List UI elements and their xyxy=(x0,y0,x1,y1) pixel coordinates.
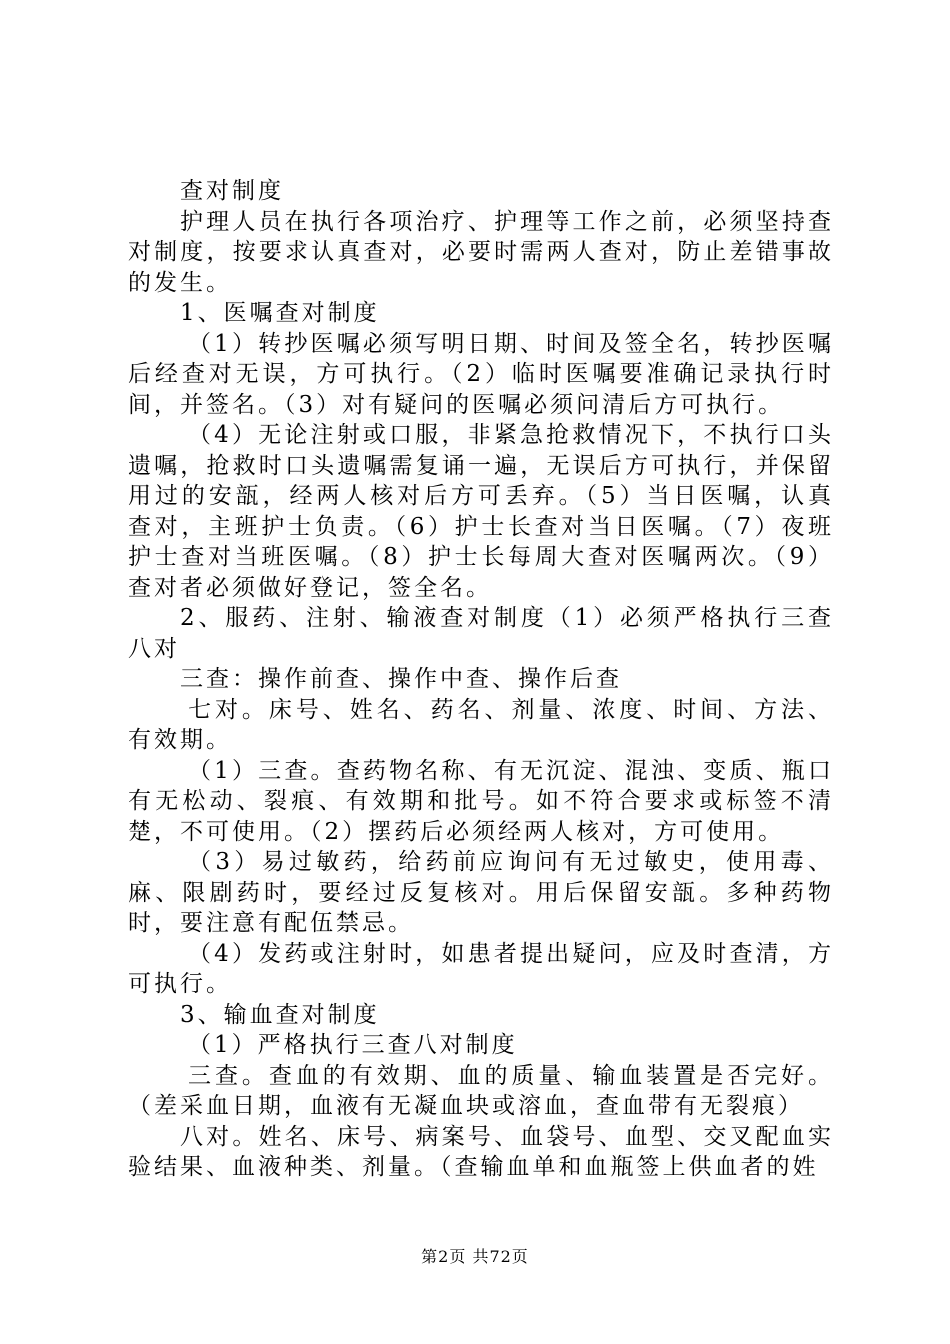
paragraph: 八对。姓名、床号、病案号、血袋号、血型、交叉配血实验结果、血液种类、剂量。（查输血单和血瓶签上供血者的姓 xyxy=(128,1123,834,1180)
paragraph: （1）严格执行三查八对制度 xyxy=(188,1032,518,1058)
paragraph: （4）无论注射或口服，非紧急抢救情况下，不执行口头遗嘱，抢救时口头遗嘱需复诵一遍，无误后方可执行，并保留用过的安瓿，经两人核对后方可丢弃。（5）当日医嘱，认真查对，主班护士负责。（6）护士长查对当日医嘱。（7）夜班护士查对当班医嘱。（8）护士长每周大查对医嘱两次。（9）查对者必须做好登记，签全名。 xyxy=(128,422,834,601)
paragraph: 护理人员在执行各项治疗、护理等工作之前，必须坚持查对制度，按要求认真查对，必要时需两人查对，防止差错事故的发生。 xyxy=(128,208,834,296)
section-heading: 3、输血查对制度 xyxy=(180,1001,380,1028)
paragraph: （1）三查。查药物名称、有无沉淀、混浊、变质、瓶口有无松动、裂痕、有效期和批号。如不符合要求或标签不清楚，不可使用。（2）摆药后必须经两人核对，方可使用。 xyxy=(128,757,834,845)
paragraph: 三查。查血的有效期、血的质量、输血装置是否完好。（差采血日期，血液有无凝血块或溶血，查血带有无裂痕） xyxy=(128,1062,834,1119)
section-heading: 2、服药、注射、输液查对制度（1）必须严格执行三查八对 xyxy=(128,605,834,662)
paragraph: （1）转抄医嘱必须写明日期、时间及签全名，转抄医嘱后经查对无误，方可执行。（2）临时医嘱要准确记录执行时间，并签名。（3）对有疑问的医嘱必须问清后方可执行。 xyxy=(128,330,834,418)
document-body xyxy=(128,176,834,1183)
paragraph: （4）发药或注射时，如患者提出疑问，应及时查清，方可执行。 xyxy=(128,940,834,997)
paragraph: 七对。床号、姓名、药名、剂量、浓度、时间、方法、有效期。 xyxy=(128,696,834,753)
paragraph: （3）易过敏药，给药前应询问有无过敏史，使用毒、麻、限剧药时，要经过反复核对。用后保留安瓿。多种药物时，要注意有配伍禁忌。 xyxy=(128,849,834,936)
page-number-footer: 第2页 共72页 xyxy=(421,1247,529,1266)
section-heading: 1、医嘱查对制度 xyxy=(180,300,380,326)
paragraph: 三查：操作前查、操作中查、操作后查 xyxy=(180,666,622,692)
section-title: 查对制度 xyxy=(180,178,284,204)
